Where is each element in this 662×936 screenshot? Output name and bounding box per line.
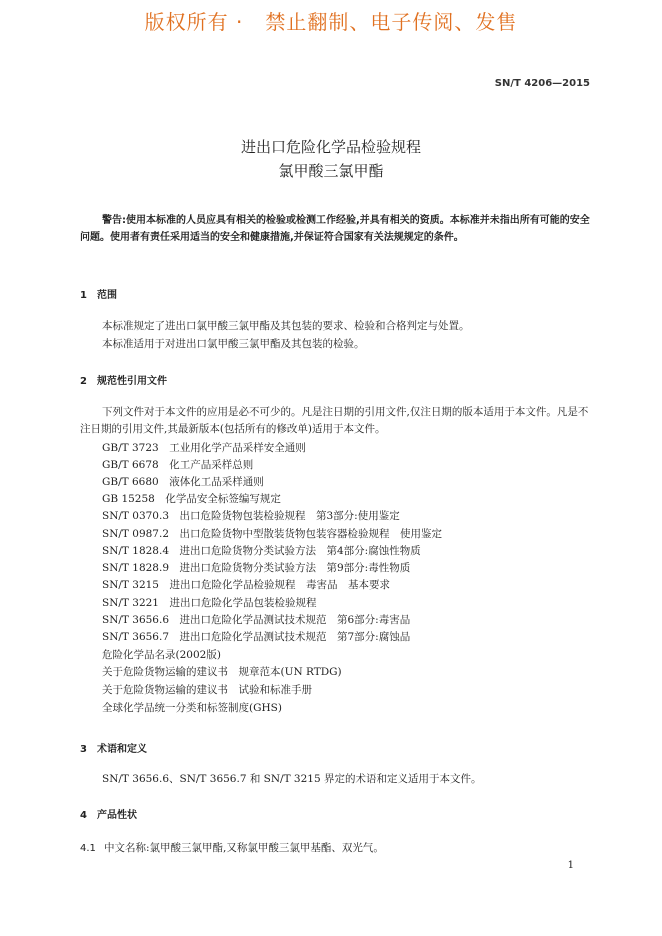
document-title: 进出口危险化学品检验规程 — [240, 138, 421, 156]
section-number: 3 — [80, 744, 87, 755]
reference-item: GB/T 3723 工业用化学产品采样安全通则 — [102, 442, 306, 454]
reference-item: 关于危险货物运输的建议书 试验和标准手册 — [102, 684, 312, 696]
reference-item: 危险化学品名录(2002版) — [102, 649, 221, 661]
reference-item: SN/T 1828.4 进出口危险货物分类试验方法 第4部分:腐蚀性物质 — [102, 545, 421, 557]
reference-item: GB/T 6678 化工产品采样总则 — [102, 459, 254, 471]
section-title: 范围 — [97, 290, 117, 301]
reference-item: SN/T 0987.2 出口危险货物中型散装货物包装容器检验规程 使用鉴定 — [102, 528, 442, 540]
reference-item: SN/T 3656.7 进出口危险化学品测试技术规范 第7部分:腐蚀品 — [102, 631, 411, 643]
section-title: 产品性状 — [97, 810, 137, 821]
scope-paragraph-2: 本标准适用于对进出口氯甲酸三氯甲酯及其包装的检验。 — [102, 338, 365, 350]
terms-paragraph: SN/T 3656.6、SN/T 3656.7 和 SN/T 3215 界定的术语和定义适用于本文件。 — [102, 773, 482, 785]
section-heading-3 — [80, 740, 147, 755]
page-number: 1 — [567, 860, 574, 871]
copyright-banner: 版权所有 · 禁止翻制、电子传阅、发售 — [144, 10, 518, 34]
reference-item: SN/T 3656.6 进出口危险化学品测试技术规范 第6部分:毒害品 — [102, 614, 411, 626]
section-number: 2 — [80, 376, 87, 387]
section-title: 规范性引用文件 — [97, 376, 167, 387]
reference-item: SN/T 3215 进出口危险化学品检验规程 毒害品 基本要求 — [102, 579, 390, 591]
section-heading-1 — [80, 286, 117, 301]
scope-paragraph-1: 本标准规定了进出口氯甲酸三氯甲酯及其包装的要求、检验和合格判定与处置。 — [102, 320, 470, 332]
reference-item: SN/T 1828.9 进出口危险货物分类试验方法 第9部分:毒性物质 — [102, 562, 411, 574]
section-title: 术语和定义 — [97, 744, 147, 755]
clause-4-1 — [80, 840, 384, 855]
document-subtitle: 氯甲酸三氯甲酯 — [278, 162, 384, 180]
reference-item: GB/T 6680 液体化工品采样通则 — [102, 476, 264, 488]
section-heading-2 — [80, 372, 167, 387]
reference-item: 全球化学品统一分类和标签制度(GHS) — [102, 702, 282, 714]
clause-number: 4.1 — [80, 843, 96, 854]
standard-number: SN/T 4206—2015 — [494, 78, 590, 89]
section-number: 1 — [80, 290, 87, 301]
warning-paragraph: 警告:使用本标准的人员应具有相关的检验或检测工作经验,并具有相关的资质。本标准并未指出所有可能的安全问题。使用者有责任采用适当的安全和健康措施,并保证符合国家有关法规规定的条件。 — [80, 215, 590, 243]
reference-item: 关于危险货物运输的建议书 规章范本(UN RTDG) — [102, 666, 342, 678]
section-number: 4 — [80, 810, 87, 821]
section-heading-4 — [80, 806, 137, 821]
reference-item: SN/T 0370.3 出口危险货物包装检验规程 第3部分:使用鉴定 — [102, 510, 400, 522]
reference-item: SN/T 3221 进出口危险化学品包装检验规程 — [102, 597, 317, 609]
reference-item: GB 15258 化学品安全标签编写规定 — [102, 493, 281, 505]
references-intro: 下列文件对于本文件的应用是必不可少的。凡是注日期的引用文件,仅注日期的版本适用于本文件。凡是不注日期的引用文件,其最新版本(包括所有的修改单)适用于本文件。 — [80, 406, 589, 435]
clause-text: 中文名称:氯甲酸三氯甲酯,又称氯甲酸三氯甲基酯、双光气。 — [104, 842, 384, 854]
